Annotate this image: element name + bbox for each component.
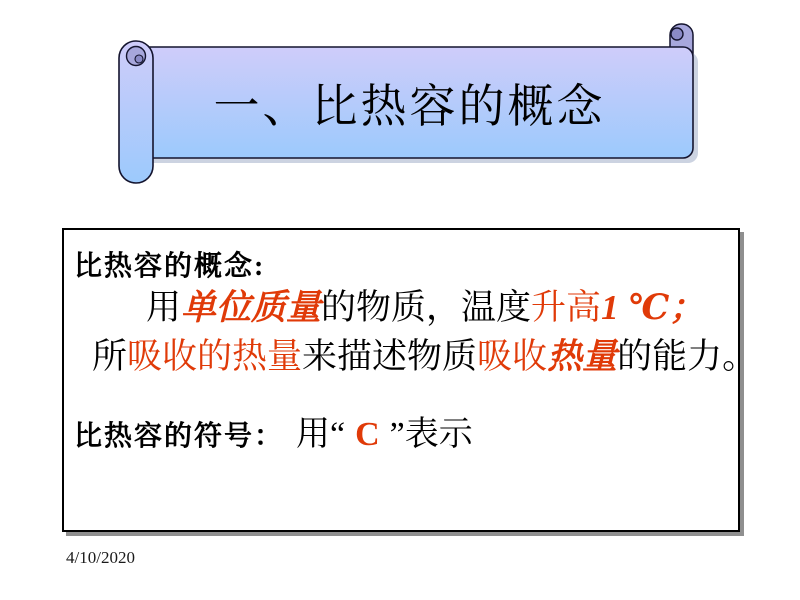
text-segment-emphasis: 1 ℃； [601, 288, 705, 327]
text-segment-emphasis: 单位质量 [181, 288, 322, 327]
text-segment-emphasis: 升高 [531, 288, 602, 327]
text-segment: 的物质，温度 [321, 288, 532, 327]
content-box [62, 228, 758, 532]
symbol-letter-c: C [355, 416, 380, 453]
text-segment-emphasis: 吸收的热量 [127, 337, 303, 376]
text-segment: 用 [146, 288, 182, 327]
symbol-label: 比热容的符号： [74, 421, 285, 452]
text-segment: 来描述物质 [302, 337, 478, 376]
slide-title: 一、比热容的概念 [213, 80, 606, 132]
symbol-row [74, 406, 473, 455]
open-quote: “ [330, 416, 346, 453]
slide-date: 4/10/2020 [66, 548, 135, 567]
text-segment-emphasis: 吸收 [477, 337, 548, 376]
text-segment: 用 [296, 416, 331, 453]
text-segment: 的能力。 [617, 337, 758, 376]
text-segment: 表示 [404, 416, 473, 453]
symbol-text [296, 406, 473, 455]
definition-line-1 [146, 286, 704, 330]
close-quote: ” [389, 416, 405, 453]
text-segment: 所 [92, 337, 128, 376]
definition-line-2 [92, 335, 757, 379]
concept-label: 比热容的概念: [74, 251, 266, 282]
text-segment-emphasis: 热量 [547, 337, 618, 376]
